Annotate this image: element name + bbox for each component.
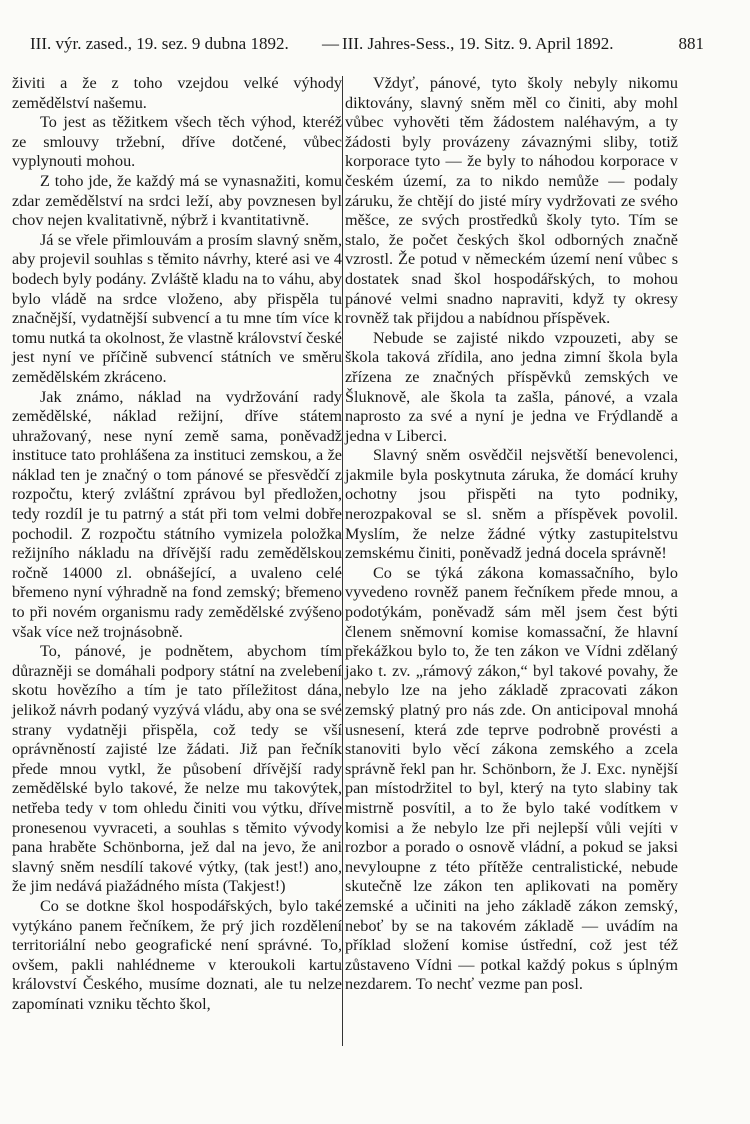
paragraph: Co se týká zákona komassačního, bylo vyvedeno rovněž panem řečníkem přede mnou, a podotýkám, poněvadž sám měl jsem čest býti členem sněmovní komise komassační, že hlavní překážkou bylo to, že ten zákon ve Vídni zdělaný jako t. zv. „rámový zákon,“ byl takové povahy, že nebylo lze na jeho základě zpracovati zákon zemský platný pro nás zde. On anticipoval mnohá usnesení, která zde teprve podrobně provésti a stanoviti bylo věcí zákona zemského a zcela správně řekl pan hr. Schönborn, že J. Exc. nynější pan místodržitel to byl, který na tyto slabiny tak mistrně posvítil, a to že bylo také vodítkem v komisi a že nebylo lze při nejlepší vůli vejíti v rozbor a porado o osnově vládní, a pokud se jaksi nevyloupne z této přítěže centralistické, nebude skutečně lze zákon ten aplikovati na poměry zemské a učiniti na jeho základě zákon zemský, neboť by se na takovém základě — uvádím na příklad složení komise ústřední, což jest též zůstaveno Vídni — potkal každý pokus s úplným nezdarem. To nechť vezme pan posl. xyxy=(345,563,678,994)
paragraph: Co se dotkne škol hospodářských, bylo také vytýkáno panem řečníkem, že prý jich rozdělení territoriální nebo geografické není správné. To, ovšem, pakli nahlédneme v kteroukoli kartu království Českého, musíme doznati, ale tu nelze zapomínati vzniku těchto škol, xyxy=(12,896,342,1013)
paragraph: Z toho jde, že každý má se vynasnažiti, komu zdar zemědělství na srdci leží, aby povznesen byl chov nejen kvalitativně, nýbrž i kvantitativně. xyxy=(12,171,342,230)
paragraph: To jest as těžitkem všech těch výhod, kteréž ze smlouvy tržební, dříve dotčené, vůbec vyplynouti mohou. xyxy=(12,113,342,171)
paragraph: Slavný sněm osvědčil nejsvětší benevolenci, jakmile byla poskytnuta záruka, že domácí kruhy ochotny jsou přispěti na tyto podniky, nerozpakoval se sl. sněm a příspěvek povolil. Myslím, že nelze žádné výtky zastupitelstvu zemskému činiti, poněvadž jedná docela správně! xyxy=(345,446,678,563)
right-column xyxy=(345,74,678,995)
paragraph: Já se vřele přimlouvám a prosím slavný sněm, aby projevil souhlas s těmito návrhy, které asi ve 4 bodech byly podány. Zvláště kladu na to váhu, aby bylo vládě na srdce vloženo, aby přispěla tu značnější, vydatnější subvencí a tu mne tím více k tomu nutká ta okolnost, že vlastně království české jest nyní ve příčině subvencí státních ve směru zemědělském zkráceno. xyxy=(12,230,342,386)
header-separator: — xyxy=(322,34,339,53)
column-divider xyxy=(342,76,343,1046)
page-number: 881 xyxy=(678,34,704,53)
running-header xyxy=(30,34,704,58)
left-column xyxy=(12,74,342,1015)
paragraph: živiti a že z toho vzejdou velké výhody zemědělství našemu. xyxy=(12,74,342,112)
paragraph: Jak známo, náklad na vydržování rady zemědělské, náklad režijní, dříve státem uhražovaný, nese nyní země sama, poněvadž instituce tato prohlášena za instituci zemskou, a že náklad ten je značný o tom pánové se přesvědčí z rozpočtu, který zvláštní zprávou byl předložen, tedy rozdíl je tu patrný a stát při tom velmi dobře pochodil. Z rozpočtu státního vymizela položka režijního nákladu na dřívější radu zemědělskou ročně 14000 zl. obnášející, a uvaleno celé břemeno nyní výhradně na fond zemský; břemeno to při novém organismu rady zemědělské zvýšeno však více než trojnásobně. xyxy=(12,387,342,641)
paragraph: Vždyť, pánové, tyto školy nebyly nikomu diktovány, slavný sněm měl co činiti, aby mohl vůbec vyhověti těm žádostem naléhavým, a ty žádosti byly provázeny závaznými sliby, totiž korporace tyto — že byly to náhodou korporace v českém území, za to nikdo nemůže — podaly záruku, že chtějí do jisté míry vydržovati ze svého měšce, ze svých prostředků školy tyto. Tím se stalo, že počet českých škol odborných značně vzrostl. Že potud v německém území není vůbec s dostatek snad škol hospodářských, to mohou pánové velmi snadno napraviti, když ty okresy rovněž tak přijdou a nabídnou příspěvek. xyxy=(345,74,678,328)
paragraph: Nebude se zajisté nikdo vzpouzeti, aby se škola taková zřídila, ano jedna zimní škola byla zřízena ze značných příspěvků zemských ve Šluknově, ale škola ta zašla, pánové, a vzala naprosto za své a nyní je jedna ve Frýdlandě a jedna v Liberci. xyxy=(345,328,678,445)
header-czech: III. výr. zased., 19. sez. 9 dubna 1892. xyxy=(30,34,289,53)
header-german: III. Jahres-Sess., 19. Sitz. 9. April 1892. xyxy=(342,34,614,53)
paragraph: To, pánové, je podnětem, abychom tím důrazněji se domáhali podpory státní na zvelebení skotu hovězího a tím je tato příležitost dána, jelikož návrh podaný vyzývá vládu, aby ona se své strany vydatněji přispěla, což tedy se vší oprávněností zajisté lze žádati. Již pan řečník přede mnou vytkl, že působení dřívější rady zemědělské bylo takové, že nelze mu takovýtek, netřeba tedy v tom ohledu činiti vou výtku, dříve pronesenou vyvraceti, a souhlas s těmito vývody pana hraběte Schönborna, jež dal na jevo, že ani slavný sněm nesdílí takové výtky, (tak jest!) ano, že jim nedává piažádného místa (Takjest!) xyxy=(12,642,342,896)
